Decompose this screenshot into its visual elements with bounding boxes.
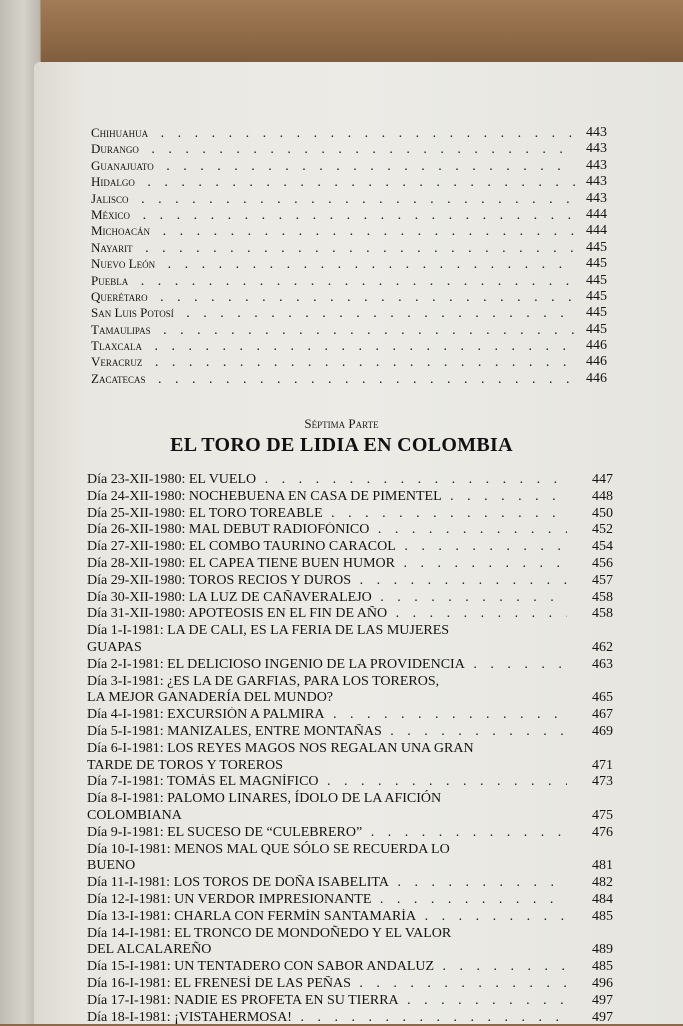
toc-entry-page: 450 bbox=[592, 506, 613, 523]
state-label: Nayarit . . . bbox=[91, 240, 575, 257]
state-row bbox=[91, 158, 607, 174]
toc-entry-page: 473 bbox=[592, 774, 613, 791]
toc-entry-continuation: TARDE DE TOROS Y TOREROS bbox=[87, 758, 567, 775]
toc-entry bbox=[87, 892, 613, 909]
toc-entry-page: 481 bbox=[592, 858, 613, 875]
toc-entry-page: 462 bbox=[592, 640, 613, 657]
state-page-number: 443 bbox=[586, 174, 607, 190]
toc-entry bbox=[87, 993, 613, 1010]
toc-entry-title: Día 12-I-1981: UN VERDOR IMPRESIONANTE . . . bbox=[87, 892, 567, 909]
toc-entry-title: Día 10-I-1981: MENOS MAL QUE SÓLO SE RECUERDA LO BUENO bbox=[87, 842, 567, 876]
state-row bbox=[91, 354, 607, 370]
state-row bbox=[91, 338, 607, 354]
state-row bbox=[91, 273, 607, 289]
toc-entry bbox=[87, 959, 613, 976]
state-page-number: 443 bbox=[586, 191, 607, 207]
toc-entry bbox=[87, 556, 613, 573]
toc-entry-page: 469 bbox=[592, 724, 613, 741]
state-page-number: 444 bbox=[586, 207, 607, 223]
toc-entry bbox=[87, 707, 613, 724]
toc-entry-title: Día 1-I-1981: LA DE CALI, ES LA FERIA DE LAS MUJERES GUAPAS bbox=[87, 623, 567, 657]
toc-entry-title: Día 5-I-1981: MANIZALES, ENTRE MONTAÑAS . . . bbox=[87, 724, 567, 741]
state-page-number: 446 bbox=[586, 371, 607, 387]
state-page-number: 445 bbox=[586, 305, 607, 321]
wooden-table-surface bbox=[0, 0, 683, 66]
toc-entry bbox=[87, 842, 613, 876]
state-page-number: 445 bbox=[586, 273, 607, 289]
toc-entry-page: 476 bbox=[592, 825, 613, 842]
toc-entry-page: 485 bbox=[592, 959, 613, 976]
toc-entry-continuation: DEL ALCALAREÑO bbox=[87, 942, 567, 959]
toc-entry-title: Día 13-I-1981: CHARLA CON FERMÍN SANTAMARÍA . . . bbox=[87, 909, 567, 926]
toc-entry-continuation: COLOMBIANA bbox=[87, 808, 567, 825]
state-page-number: 445 bbox=[586, 289, 607, 305]
toc-entry bbox=[87, 976, 613, 993]
toc-entry bbox=[87, 590, 613, 607]
toc-entry-title: Día 9-I-1981: EL SUCESO DE “CULEBRERO” . . . bbox=[87, 825, 567, 842]
toc-entry-title: Día 7-I-1981: TOMÁS EL MAGNÍFICO . . . bbox=[87, 774, 567, 791]
toc-entry-page: 457 bbox=[592, 573, 613, 590]
toc-entry-continuation: GUAPAS bbox=[87, 640, 567, 657]
state-label: México . . . bbox=[91, 207, 575, 224]
toc-entry bbox=[87, 573, 613, 590]
state-label: Durango . . . bbox=[91, 141, 575, 158]
state-page-number: 445 bbox=[586, 322, 607, 338]
toc-entry bbox=[87, 522, 613, 539]
toc-entry-title: Día 6-I-1981: LOS REYES MAGOS NOS REGALAN UNA GRAN TARDE DE TOROS Y TOREROS bbox=[87, 741, 567, 775]
toc-entry-continuation: BUENO bbox=[87, 858, 567, 875]
toc-entry-page: 463 bbox=[592, 657, 613, 674]
toc-entry-page: 467 bbox=[592, 707, 613, 724]
toc-entry-page: 465 bbox=[592, 690, 613, 707]
toc-entry bbox=[87, 657, 613, 674]
state-row bbox=[91, 207, 607, 223]
state-row bbox=[91, 322, 607, 338]
toc-entry-page: 458 bbox=[592, 606, 613, 623]
toc-entry-title: Día 23-XII-1980: EL VUELO . . . bbox=[87, 472, 567, 489]
toc-entry-title: Día 28-XII-1980: EL CAPEA TIENE BUEN HUMOR . . . bbox=[87, 556, 567, 573]
state-page-number: 446 bbox=[586, 354, 607, 370]
diary-entries-list bbox=[87, 472, 613, 1026]
state-label: Querétaro . . . bbox=[91, 289, 575, 306]
toc-entry bbox=[87, 623, 613, 657]
state-row bbox=[91, 256, 607, 272]
toc-entry bbox=[87, 909, 613, 926]
toc-entry-page: 456 bbox=[592, 556, 613, 573]
state-page-number: 443 bbox=[586, 158, 607, 174]
toc-entry bbox=[87, 489, 613, 506]
state-label: Tlaxcala . . . bbox=[91, 338, 575, 355]
toc-entry bbox=[87, 674, 613, 708]
toc-entry-title: Día 3-I-1981: ¿ES LA DE GARFIAS, PARA LOS TOREROS, LA MEJOR GANADERÍA DEL MUNDO? bbox=[87, 674, 567, 708]
toc-entry-page: 475 bbox=[592, 808, 613, 825]
state-label: Guanajuato . . . bbox=[91, 158, 575, 175]
state-page-number: 446 bbox=[586, 338, 607, 354]
toc-entry bbox=[87, 506, 613, 523]
state-row bbox=[91, 141, 607, 157]
toc-entry-title: Día 24-XII-1980: NOCHEBUENA EN CASA DE PIMENTEL . . . bbox=[87, 489, 567, 506]
state-label: Michoacán . . . bbox=[91, 223, 575, 240]
toc-entry-title: Día 11-I-1981: LOS TOROS DE DOÑA ISABELITA . . . bbox=[87, 875, 567, 892]
toc-entry-page: 447 bbox=[592, 472, 613, 489]
state-label: Puebla . . . bbox=[91, 273, 575, 290]
toc-entry bbox=[87, 606, 613, 623]
toc-entry-title: Día 27-XII-1980: EL COMBO TAURINO CARACOL . . . bbox=[87, 539, 567, 556]
toc-entry-title: Día 29-XII-1980: TOROS RECIOS Y DUROS . . . bbox=[87, 573, 567, 590]
toc-entry-page: 458 bbox=[592, 590, 613, 607]
state-row bbox=[91, 371, 607, 387]
toc-entry-title: Día 2-I-1981: EL DELICIOSO INGENIO DE LA PROVIDENCIA . . . bbox=[87, 657, 567, 674]
toc-entry bbox=[87, 741, 613, 775]
toc-entry bbox=[87, 875, 613, 892]
toc-entry bbox=[87, 791, 613, 825]
state-page-number: 445 bbox=[586, 256, 607, 272]
toc-entry-title: Día 25-XII-1980: EL TORO TOREABLE . . . bbox=[87, 506, 567, 523]
toc-entry-page: 454 bbox=[592, 539, 613, 556]
toc-entry-title: Día 8-I-1981: PALOMO LINARES, ÍDOLO DE LA AFICIÓN COLOMBIANA bbox=[87, 791, 567, 825]
toc-entry-page: 452 bbox=[592, 522, 613, 539]
state-row bbox=[91, 125, 607, 141]
section-part-label: Séptima Parte bbox=[0, 416, 683, 432]
state-label: Zacatecas . . . bbox=[91, 371, 575, 388]
state-label: San Luis Potosí . . . bbox=[91, 305, 575, 322]
toc-entry-page: 482 bbox=[592, 875, 613, 892]
state-index-list bbox=[91, 125, 607, 387]
toc-entry bbox=[87, 539, 613, 556]
toc-entry bbox=[87, 825, 613, 842]
toc-entry-title: Día 31-XII-1980: APOTEOSIS EN EL FIN DE AÑO . . . bbox=[87, 606, 567, 623]
state-row bbox=[91, 240, 607, 256]
state-label: Jalisco . . . bbox=[91, 191, 575, 208]
toc-entry-title: Día 16-I-1981: EL FRENESÍ DE LAS PEÑAS . . . bbox=[87, 976, 567, 993]
section-title: EL TORO DE LIDIA EN COLOMBIA bbox=[0, 434, 683, 457]
state-row bbox=[91, 223, 607, 239]
toc-entry-title: Día 14-I-1981: EL TRONCO DE MONDOÑEDO Y EL VALOR DEL ALCALAREÑO bbox=[87, 926, 567, 960]
toc-entry bbox=[87, 724, 613, 741]
state-label: Chihuahua . . . bbox=[91, 125, 575, 142]
state-page-number: 443 bbox=[586, 125, 607, 141]
toc-entry-title: Día 17-I-1981: NADIE ES PROFETA EN SU TIERRA . . . bbox=[87, 993, 567, 1010]
toc-entry-page: 497 bbox=[592, 993, 613, 1010]
toc-entry-page: 496 bbox=[592, 976, 613, 993]
toc-entry-page: 485 bbox=[592, 909, 613, 926]
toc-entry-title: Día 30-XII-1980: LA LUZ DE CAÑAVERALEJO . . . bbox=[87, 590, 567, 607]
toc-entry-page: 489 bbox=[592, 942, 613, 959]
state-label: Hidalgo . . . bbox=[91, 174, 575, 191]
state-row bbox=[91, 305, 607, 321]
toc-entry-title: Día 26-XII-1980: MAL DEBUT RADIOFÓNICO . . . bbox=[87, 522, 567, 539]
state-label: Nuevo León . . . bbox=[91, 256, 575, 273]
toc-entry bbox=[87, 472, 613, 489]
toc-entry-continuation: LA MEJOR GANADERÍA DEL MUNDO? bbox=[87, 690, 567, 707]
toc-entry-title: Día 18-I-1981: ¡VISTAHERMOSA! . . . bbox=[87, 1010, 567, 1026]
state-label: Veracruz . . . bbox=[91, 354, 575, 371]
state-row bbox=[91, 174, 607, 190]
state-label: Tamaulipas . . . bbox=[91, 322, 575, 339]
toc-entry-title: Día 15-I-1981: UN TENTADERO CON SABOR ANDALUZ . . . bbox=[87, 959, 567, 976]
state-page-number: 443 bbox=[586, 141, 607, 157]
toc-entry-page: 471 bbox=[592, 758, 613, 775]
toc-entry bbox=[87, 926, 613, 960]
state-page-number: 445 bbox=[586, 240, 607, 256]
state-row bbox=[91, 289, 607, 305]
state-row bbox=[91, 191, 607, 207]
toc-entry-page: 448 bbox=[592, 489, 613, 506]
toc-entry bbox=[87, 774, 613, 791]
toc-entry-page: 497 bbox=[592, 1010, 613, 1026]
toc-entry-title: Día 4-I-1981: EXCURSIÓN A PALMIRA . . . bbox=[87, 707, 567, 724]
state-page-number: 444 bbox=[586, 223, 607, 239]
toc-entry-page: 484 bbox=[592, 892, 613, 909]
